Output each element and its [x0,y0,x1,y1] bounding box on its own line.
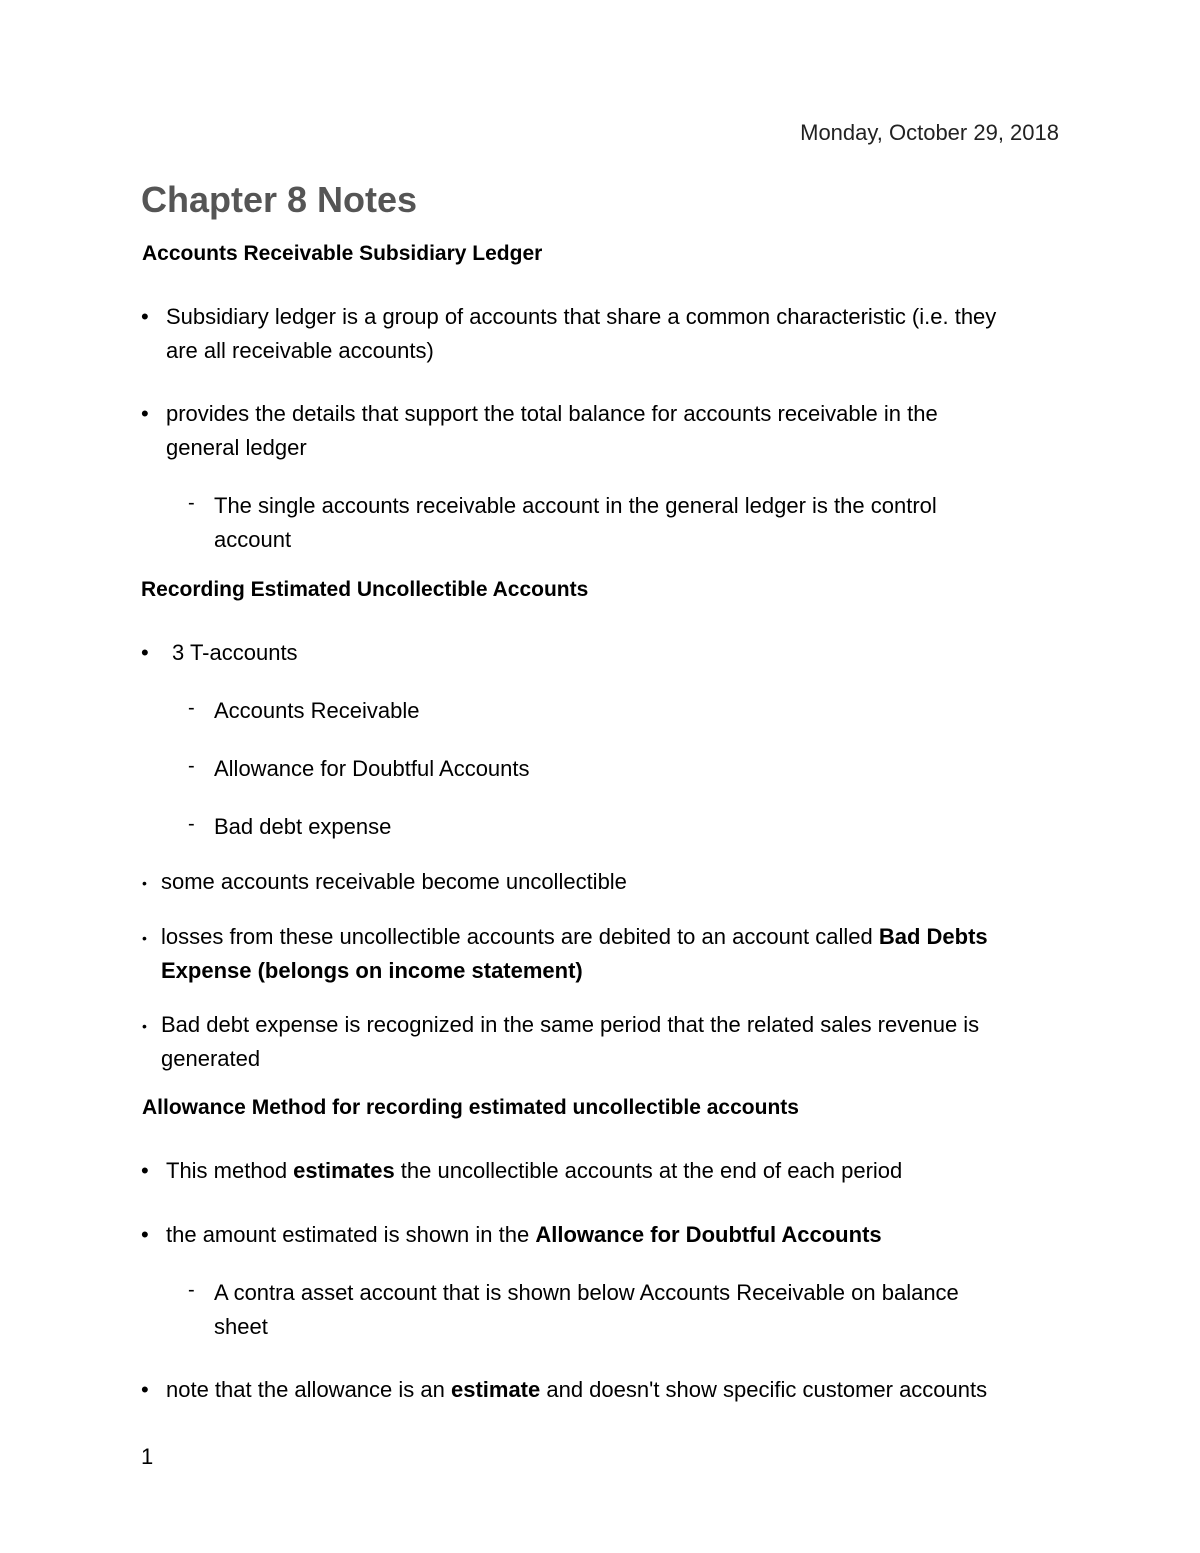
bullet-icon: • [142,1018,147,1034]
sub-list-item-text: The single accounts receivable account in the general ledger is the control [214,493,937,518]
list-item-text [161,954,583,988]
dash-icon: - [188,813,195,835]
list-item-text: are all receivable accounts) [166,338,434,363]
list-item-text: general ledger [166,435,307,460]
bullet-icon: • [141,1158,149,1183]
sub-list-item-text: A contra asset account that is shown below Accounts Receivable on balance [214,1280,959,1305]
list-item-text: provides the details that support the total balance for accounts receivable in the [166,401,938,426]
list-item-text: generated [161,1046,261,1071]
dash-icon: - [188,492,195,514]
list-item-text [166,1154,902,1188]
dash-icon: - [188,1279,195,1301]
bullet-icon: • [142,875,147,891]
sub-list-item-text: Allowance for Doubtful Accounts [214,756,530,781]
bullet-icon: • [141,401,149,426]
section-heading-allowance-method: Allowance Method for recording estimated uncollectible accounts [142,1096,799,1119]
page-number: 1 [141,1444,154,1469]
sub-list-item-text: Accounts Receivable [214,698,420,723]
sub-list-item-text: sheet [214,1314,268,1339]
bullet-icon: • [141,640,149,665]
list-item-text-plain: note that the allowance is an [166,1377,451,1402]
list-item-text-plain: the amount estimated is shown in the [166,1222,536,1247]
list-item-text [166,1218,882,1252]
section-heading-recording-uncollectible: Recording Estimated Uncollectible Accounts [141,578,589,601]
list-item-text-plain: This method [166,1158,294,1183]
list-item-text-bold: estimates [293,1158,395,1183]
list-item-text: 3 T-accounts [172,640,298,665]
bullet-icon: • [142,930,147,946]
list-item-text-plain: losses from these uncollectible accounts are debited to an account called [161,924,879,949]
list-item-text-plain: the uncollectible accounts at the end of each period [394,1158,903,1183]
dash-icon: - [188,755,195,777]
list-item-text: Bad debt expense is recognized in the same period that the related sales revenue is [161,1012,980,1037]
page-title: Chapter 8 Notes [141,179,418,220]
document-date: Monday, October 29, 2018 [800,120,1059,145]
section-heading-ar-subsidiary-ledger: Accounts Receivable Subsidiary Ledger [142,242,543,265]
bullet-icon: • [141,1222,149,1247]
bullet-icon: • [141,304,149,329]
list-item-text: some accounts receivable become uncollectible [161,869,627,894]
list-item-text-bold: estimate [450,1377,541,1402]
list-item-text-plain: and doesn't show specific customer accounts [540,1377,988,1402]
list-item-text-bold: Expense (belongs on income statement) [161,958,583,983]
list-item-text-bold: Allowance for Doubtful Accounts [535,1222,882,1247]
bullet-icon: • [141,1377,149,1402]
sub-list-item-text: Bad debt expense [214,814,392,839]
list-item-text [166,1373,987,1407]
dash-icon: - [188,697,195,719]
list-item-text-bold: Bad Debts [878,924,988,949]
list-item-text [161,920,988,954]
list-item-text: Subsidiary ledger is a group of accounts that share a common characteristic (i.e. they [166,304,997,329]
sub-list-item-text: account [214,527,292,552]
